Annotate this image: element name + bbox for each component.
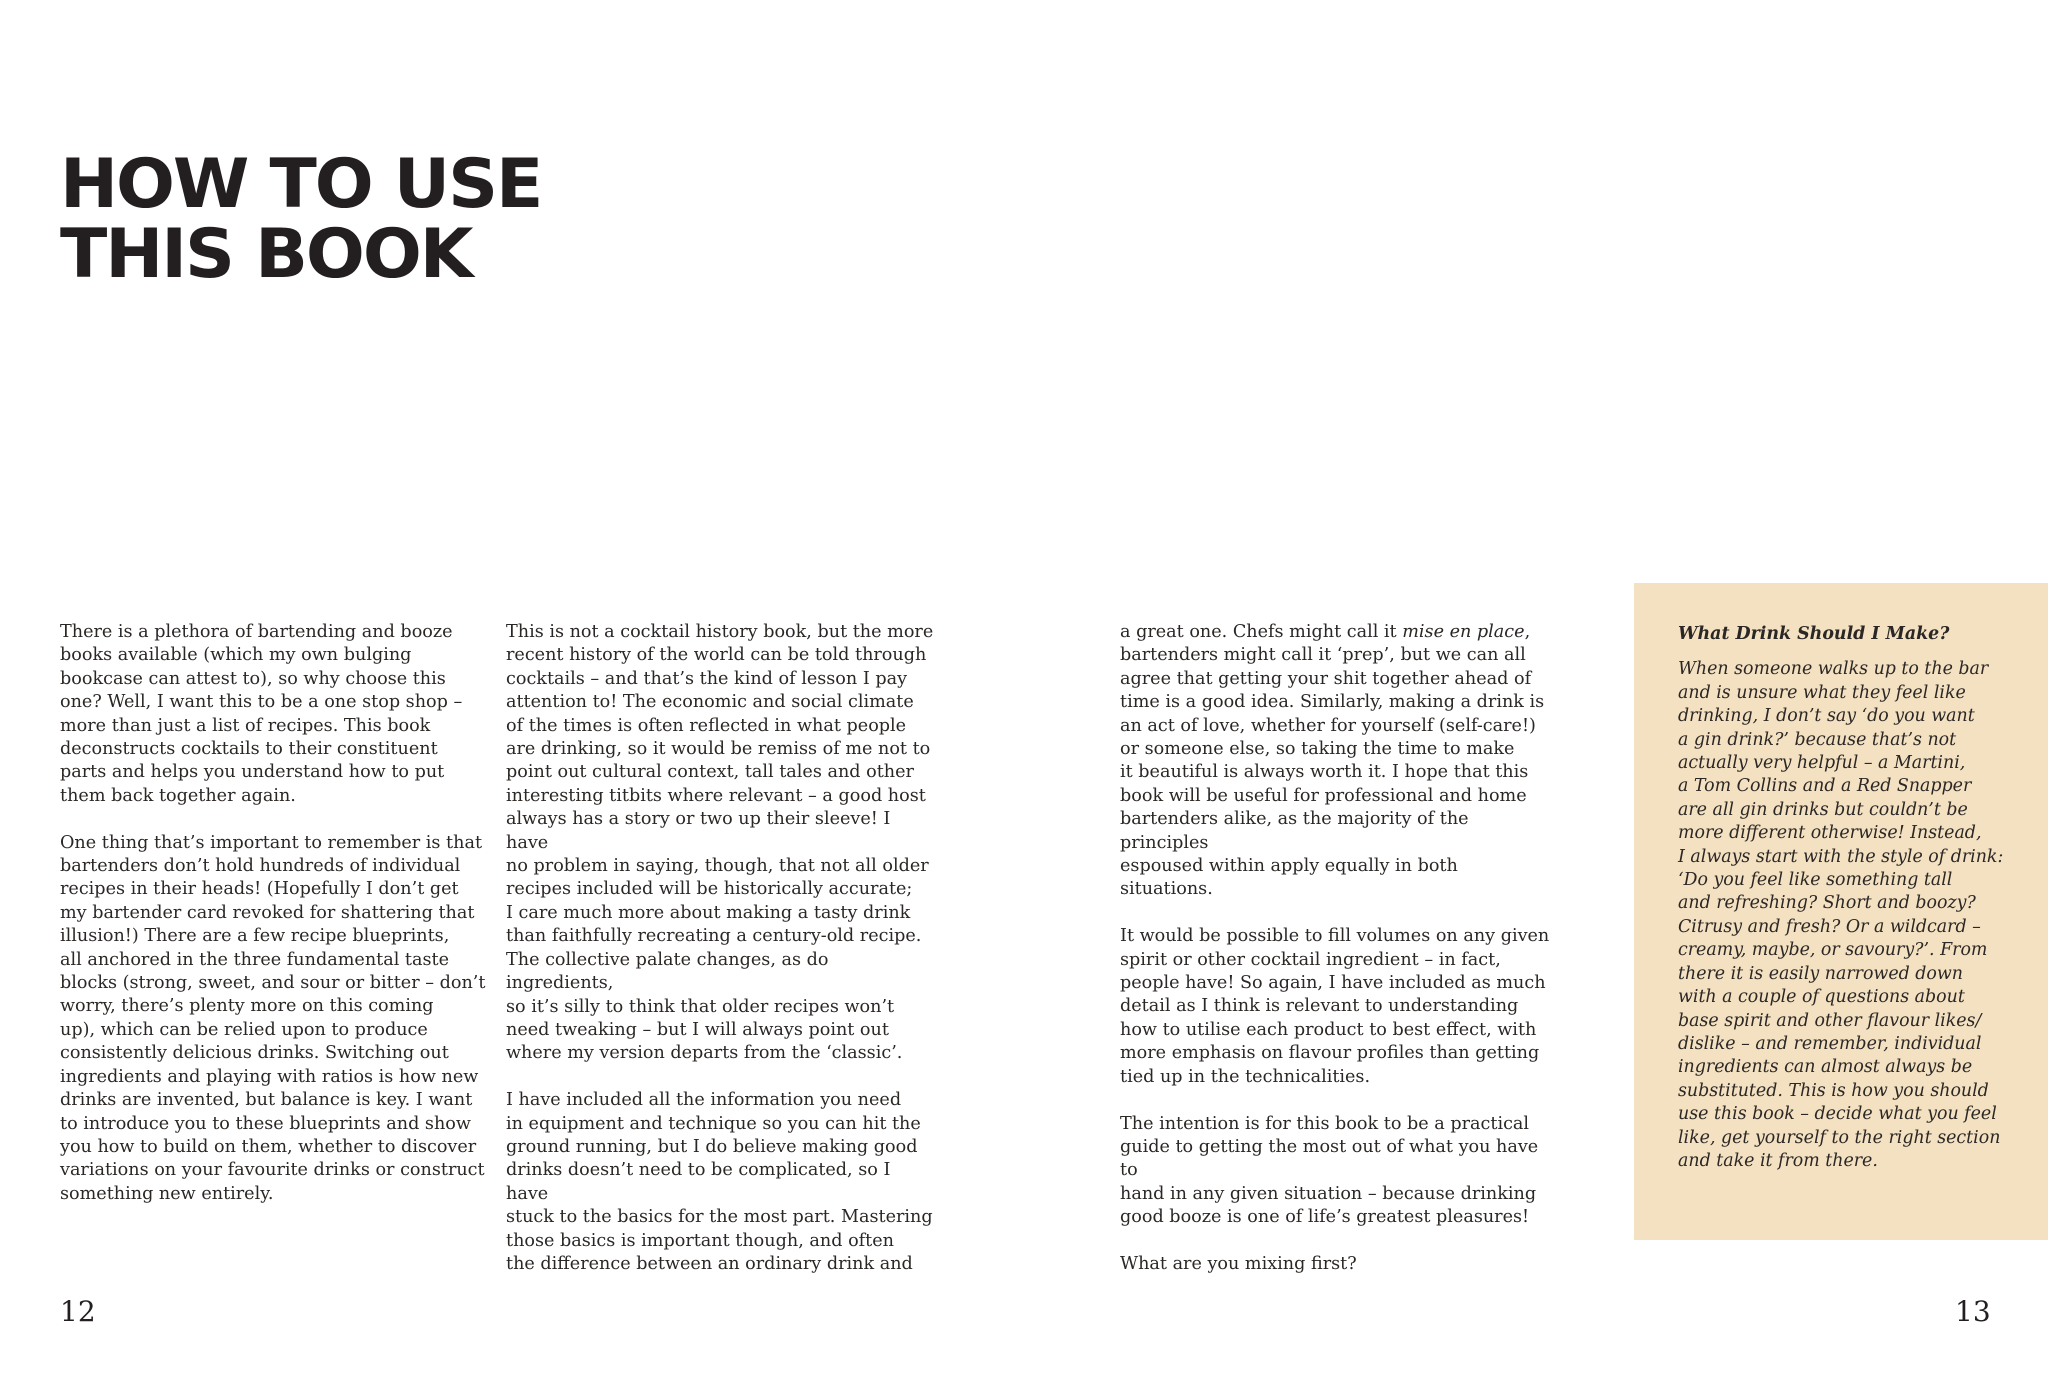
paragraph: I have included all the information you need in equipment and technique so you can hit the ground running, but I do believe making good drinks doesn’t need to be complicated, so I have stuck to the basics for the most part. Mastering those basics is important though, and often the difference between an ordinary drink and [506,1090,933,1274]
paragraph-rest: , bartenders might call it ‘prep’, but we can all agree that getting your shit together ahead of time is a good idea. Similarly, making a drink is an act of love, whether for yourself (self-care!) or someone else, so taking the time to make it beautiful is always worth it. I hope that this book will be useful for professional and home bartenders alike, as the majority of the principles espoused within apply equally in both situations. [1120,622,1545,900]
paragraph: It would be possible to fill volumes on any given spirit or other cocktail ingredient – in fact, people have! So again, I have included as much detail as I think is relevant to understanding how to utilise each product to best effect, with more emphasis on flavour profiles than getting tied up in the technicalities. [1120,926,1550,1087]
sidebar-heading: What Drink Should I Make? [1678,624,1950,644]
paragraph: This is not a cocktail history book, but the more recent history of the world can be told through cocktails – and that’s the kind of lesson I pay attention to! The economic and social climate of the times is often reflected in what people are drinking, so it would be remiss of me not to point out cultural context, tall tales and other interesting titbits where relevant – a good host always has a story or two up their sleeve! I have no problem in saying, though, that not all older recipes included will be historically accurate; I care much more about making a tasty drink than faithfully recreating a century-old recipe. The collective palate changes, as do ingredients, so it’s silly to think that older recipes won’t need tweaking – but I will always point out where my version departs from the ‘classic’. [506,622,934,1064]
sidebar-content [1678,623,2018,1173]
text-column-3 [1120,621,1550,1300]
page-title-line-2: THIS BOOK [60,215,472,294]
italic-phrase: mise en place [1402,622,1525,642]
sidebar-box [1634,583,2048,1240]
page-title-line-1: HOW TO USE [60,145,542,224]
paragraph: What are you mixing first? [1120,1253,1357,1274]
paragraph-start: a great one. Chefs might call it [1120,622,1403,642]
paragraph [1120,621,1550,902]
paragraph: There is a plethora of bartending and booze books available (which my own bulging bookcase can attest to), so why choose this one? Well, I want this to be a one stop shop – more than just a list of recipes. This book deconstructs cocktails to their constituent parts and helps you understand how to put them back together again. [60,622,463,806]
page-title [60,145,542,294]
sidebar-body: When someone walks up to the bar and is unsure what they feel like drinking, I don’t say ‘do you want a gin drink?’ because that’s not actually very helpful – a Martini, a Tom Collins and a Red Snapper are all gin drinks but couldn’t be more different otherwise! Instead, I always start with the style of drink: ‘Do you feel like something tall and refreshing? Short and boozy? Citrusy and fresh? Or a wildcard – creamy, maybe, or savoury?’. From there it is easily narrowed down with a couple of questions about base spirit and other flavour likes/ dislike – and remember, individual ingredients can almost always be substituted. This is how you should use this book – decide what you feel like, get yourself to the right section and take it from there. [1678,659,2004,1171]
page-number-left: 12 [60,1295,96,1328]
text-column-1 [60,621,490,1230]
text-column-2 [506,621,936,1300]
page-number-right: 13 [1955,1295,1991,1328]
paragraph: The intention is for this book to be a practical guide to getting the most out of what you have to hand in any given situation – because drinking good booze is one of life’s greatest pleasures! [1120,1113,1539,1228]
paragraph: One thing that’s important to remember is that bartenders don’t hold hundreds of individual recipes in their heads! (Hopefully I don’t get my bartender card revoked for shattering that illusion!) There are a few recipe blueprints, all anchored in the three fundamental taste blocks (strong, sweet, and sour or bitter – don’t worry, there’s plenty more on this coming up), which can be relied upon to produce consistently delicious drinks. Switching out ingredients and playing with ratios is how new drinks are invented, but balance is key. I want to introduce you to these blueprints and show you how to build on them, whether to discover variations on your favourite drinks or construct something new entirely. [60,832,486,1204]
